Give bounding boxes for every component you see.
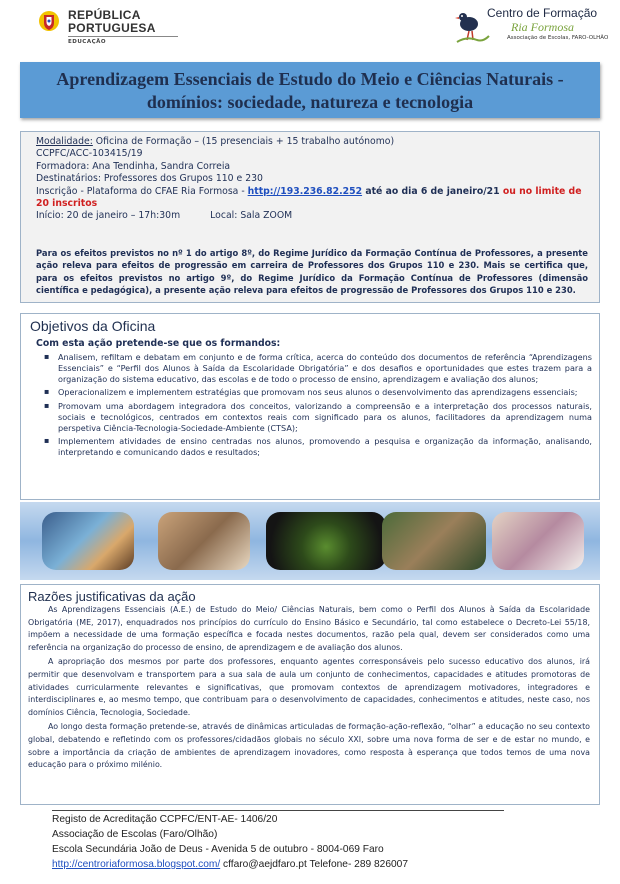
cf-line-2: Ria Formosa (511, 20, 574, 34)
course-info (36, 136, 590, 223)
logo-line-2: PORTUGUESA (68, 21, 156, 35)
footer (52, 812, 408, 872)
page-title: Aprendizagem Essenciais de Estudo do Meio e Ciências Naturais - domínios: sociedade, natureza e tecnologia (56, 69, 564, 112)
registration-link[interactable]: http://193.236.82.252 (247, 185, 363, 197)
title-banner (20, 62, 600, 118)
logo-subtitle: EDUCAÇÃO (68, 39, 107, 45)
reasons-text (28, 604, 590, 774)
centro-formacao-logo (455, 4, 620, 48)
trainers: Formadora: Ana Tendinha, Sandra Correia (36, 160, 231, 172)
photo-strip (20, 502, 600, 580)
photo-plant-hands (266, 512, 386, 570)
cf-line-3: Associação de Escolas, FARO-OLHÃO (507, 35, 609, 41)
footer-blog-link[interactable]: http://centroriaformosa.blogspot.com/ (52, 859, 221, 870)
footer-divider (52, 810, 504, 811)
registration-deadline: até ao dia 6 de janeiro/21 (362, 185, 503, 197)
list-item: ▪ Implementem atividades de ensino centradas nos alunos, promovendo a pesquisa e organização da informação, analisando, interpretando e comunicando dados e resultados; (44, 436, 592, 458)
reasons-paragraph-3: Ao longo desta formação pretende-se, através de dinâmicas articuladas de formação-ação-reflexão, “olhar” a educação no seu contexto global, debatendo e refletindo com os professores/cidadãos globais no século XXI, sobre uma nova forma de ser e de estar no mundo, e sobre a importância da criação de ambientes de aprendizagem inovadores, como resposta à esperança que todos temos de uma nova educação para o próximo milénio. (28, 722, 590, 770)
logo-divider (68, 36, 178, 37)
modalidade-value: Oficina de Formação – (15 presenciais + 15 trabalho autónomo) (92, 136, 395, 147)
list-item: ▪ Promovam uma abordagem integradora dos conceitos, valorizando a compreensão e a interpretação dos processos naturais, sociais e tecnológicos, centrados em contextos reais com significado para os alunos, facilitadores da aprendizagem numa perspetiva Ciência-Tecnologia-Sociedade-Ambiente (CTSA); (44, 401, 592, 434)
objectives-list (44, 352, 592, 461)
certification-paragraph: Para os efeitos previstos no nº 1 do artigo 8º, do Regime Jurídico da Formação Contínua de Professores, a presente ação releva para efeitos de progressão em carreira de Professores dos Grupos 110 e 230. Mais se certifica que, para os efeitos previstos no artigo 9º, do Regime Jurídico da Formação Contínua de Professores (dimensão científica e pedagógica), a presente ação releva para efeitos de progressão de Professores dos Grupos 110 e 230. (36, 248, 588, 295)
photo-students-lab (42, 512, 134, 570)
footer-contact: cffaro@aejdfaro.pt Telefone- 289 826007 (220, 859, 409, 870)
photo-outdoor-class (382, 512, 486, 570)
modalidade-label: Modalidade: (36, 136, 93, 147)
objectives-title: Objetivos da Oficina (30, 318, 156, 334)
logo-line-1: REPÚBLICA (68, 8, 141, 22)
footer-association: Associação de Escolas (Faro/Olhão) (52, 829, 218, 840)
reasons-paragraph-1: As Aprendizagens Essenciais (A.E.) de Estudo do Meio/ Ciências Naturais, bem como o Perfil dos Alunos à Saída da Escolaridade Obrigatória (ME, 2017), enquadrados nos princípios do currículo do Ensino Básico e Secundário, tal como estabelece o Decreto-Lei 55/18, impõem a necessidade de uma formação específica e focada nestes documentos, razão pela qual, devem ser considerados como uma referência na organização do processo de ensino, de aprendizagem e de avaliação dos alunos. (28, 605, 590, 652)
photo-microscope (492, 512, 584, 570)
coat-of-arms-icon (38, 8, 60, 34)
republica-portuguesa-logo (38, 6, 178, 44)
location: Local: Sala ZOOM (210, 210, 293, 222)
cf-line-1: Centro de Formação (487, 6, 598, 20)
list-item: ▪ Operacionalizem e implementem estratégias que promovam nos seus alunos o desenvolvimento das aprendizagens essenciais; (44, 387, 592, 398)
registration-limit: ou no limite de 20 inscritos (36, 185, 582, 210)
course-code: CCPFC/ACC-103415/19 (36, 148, 143, 160)
registration (36, 186, 590, 211)
start-date: Início: 20 de janeiro – 17h:30m (36, 210, 181, 222)
reasons-paragraph-2: A apropriação dos mesmos por parte dos professores, enquanto agentes corresponsáveis pelo sucesso educativo dos alunos, irá permitir que desenvolvam e transportem para a sua sala de aula um conjunto de conhecimentos, capacidades e atitudes promotoras de atividades curricularmente relevantes e significativas, que promovam contextos de aprendizagem motivadores, integradores e interdisciplinares e, ao mesmo tempo, que contribuam para o desenvolvimento de capacidades, conhecimentos e atitudes, neste caso, nos domínios Ciência, Tecnologia, Sociedade. (28, 657, 590, 717)
target-audience: Destinatários: Professores dos Grupos 110 e 230 (36, 173, 263, 185)
list-item: ▪ Analisem, refiltam e debatam em conjunto e de forma crítica, acerca do conteúdo dos documentos de referência “Aprendizagens Essenciais” e “Perfil dos Alunos à Saída da Escolaridade Obrigatória” e dos desafios e oportunidades que estes trazem para a organização do sistema educativo, das escolas e de todo o processo de ensino, aprendizagem e avaliação dos alunos; (44, 352, 592, 385)
footer-accreditation: Registo de Acreditação CCPFC/ENT-AE- 1406/20 (52, 814, 278, 825)
footer-address: Escola Secundária João de Deus - Avenida 5 de outubro - 8004-069 Faro (52, 844, 384, 855)
photo-classroom (158, 512, 250, 570)
reasons-title: Razões justificativas da ação (28, 589, 196, 604)
objectives-intro: Com esta ação pretende-se que os formandos: (36, 338, 281, 349)
registration-prefix: Inscrição - Plataforma do CFAE Ria Formosa - (36, 185, 248, 197)
